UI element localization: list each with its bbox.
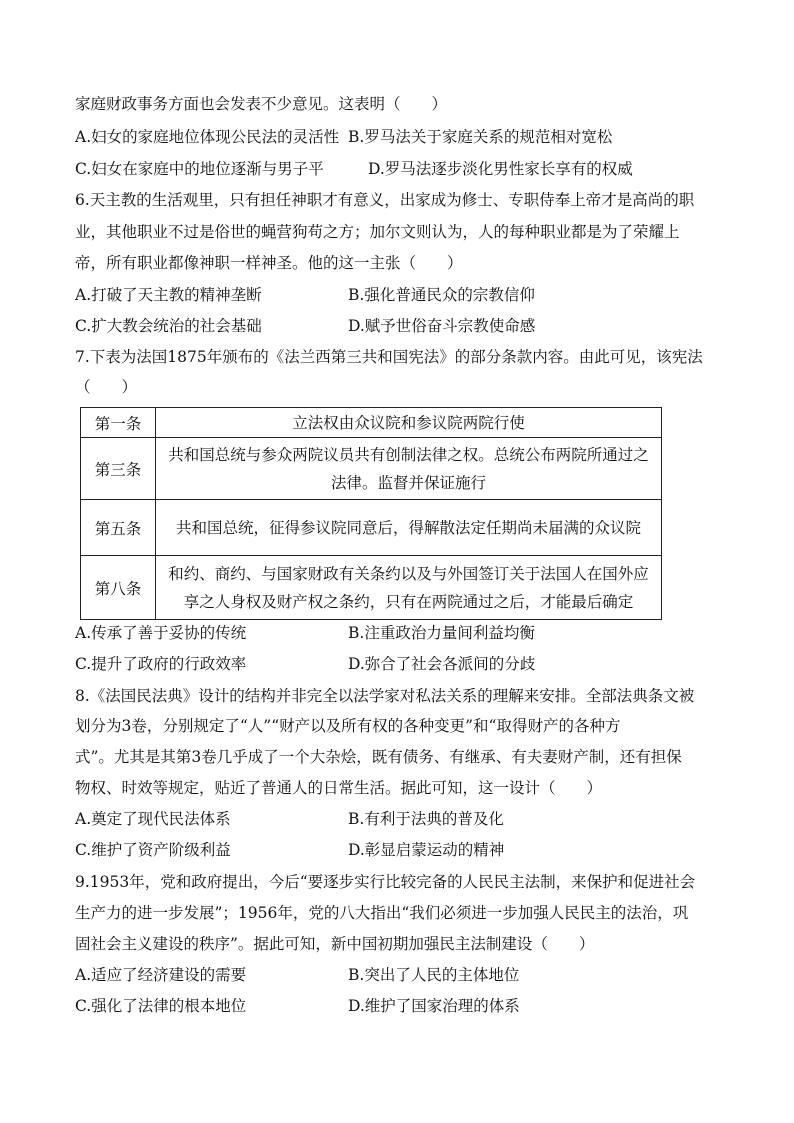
- constitution-articles-table: [80, 407, 662, 620]
- q9-option-a: A.适应了经济建设的需要: [75, 966, 247, 984]
- q6-option-b: B.强化普通民众的宗教信仰: [348, 286, 535, 304]
- question-5-stem-end: 家庭财政事务方面也会发表不少意见。这表明（ ）: [75, 95, 448, 113]
- article-text-line: 法律。监督并保证施行: [330, 473, 486, 492]
- q6-option-c: C.扩大教会统治的社会基础: [75, 317, 262, 335]
- article-text-line: 享之人身权及财产权之条约，只有在两院通过之后，才能最后确定: [183, 592, 634, 611]
- article-text-line: 立法权由众议院和参议院两院行使: [292, 413, 525, 432]
- q9-option-c: C.强化了法律的根本地位: [75, 997, 247, 1015]
- article-text-line: 和约、商约、与国家财政有关条约以及与外国签订关于法国人在国外应: [168, 564, 649, 583]
- q7-option-b: B.注重政治力量间利益均衡: [348, 624, 535, 642]
- table-row: [81, 408, 662, 438]
- article-text: [156, 438, 662, 500]
- q8-stem-line-4: 物权、时效等规定，贴近了普通人的日常生活。据此可知，这一设计（ ）: [75, 779, 603, 797]
- q8-stem-line-2: 划分为3卷，分别规定了“人”“财产以及所有权的各种变更”和“取得财产的各种方: [75, 717, 621, 735]
- q7-option-a: A.传承了善于妥协的传统: [75, 624, 247, 642]
- q7-stem-line-2: （ ）: [75, 378, 138, 396]
- q7-option-d: D.弥合了社会各派间的分歧: [348, 655, 536, 673]
- q5-option-c: C.妇女在家庭中的地位逐渐与男子平: [75, 160, 324, 178]
- article-number: 第一条: [81, 408, 156, 438]
- q6-stem-line-1: 6.天主教的生活观里，只有担任神职才有意义，出家成为修士、专职侍奉上帝才是高尚的职: [75, 191, 695, 209]
- q8-option-a: A.奠定了现代民法体系: [75, 810, 231, 828]
- q7-stem-line-1: 7.下表为法国1875年颁布的《法兰西第三共和国宪法》的部分条款内容。由此可见，该宪法: [75, 348, 703, 366]
- q8-option-b: B.有利于法典的普及化: [348, 810, 504, 828]
- article-number: 第八条: [81, 556, 156, 620]
- q5-option-a: A.妇女的家庭地位体现公民法的灵活性: [75, 128, 340, 146]
- q9-option-d: D.维护了国家治理的体系: [348, 997, 520, 1015]
- q8-stem-line-1: 8.《法国民法典》设计的结构并非完全以法学家对私法关系的理解来安排。全部法典条文被: [75, 687, 695, 705]
- article-number: 第五条: [81, 500, 156, 556]
- q6-stem-line-3: 帝，所有职业都像神职一样神圣。他的这一主张（ ）: [75, 254, 463, 272]
- q9-stem-line-1: 9.1953年，党和政府提出，今后“要逐步实行比较完备的人民民主法制，来保护和促进社会: [75, 873, 696, 891]
- table-row: [81, 438, 662, 500]
- article-text: [156, 408, 662, 438]
- q6-option-d: D.赋予世俗奋斗宗教使命感: [348, 317, 536, 335]
- q6-option-a: A.打破了天主教的精神垄断: [75, 286, 262, 304]
- q5-option-b: B.罗马法关于家庭关系的规范相对宽松: [348, 128, 613, 146]
- article-text: [156, 500, 662, 556]
- article-number: 第三条: [81, 438, 156, 500]
- q9-stem-line-2: 生产力的进一步发展”；1956年，党的八大指出“我们必须进一步加强人民民主的法治，巩: [75, 904, 689, 922]
- article-text: [156, 556, 662, 620]
- article-text-line: 共和国总统与参众两院议员共有创制法律之权。总统公布两院所通过之: [168, 445, 649, 464]
- table-row: [81, 500, 662, 556]
- table-row: [81, 556, 662, 620]
- q9-stem-line-3: 固社会主义建设的秩序”。据此可知，新中国初期加强民主法制建设（ ）: [75, 935, 595, 953]
- article-text-line: 共和国总统，征得参议院同意后，得解散法定任期尚未届满的众议院: [175, 518, 641, 537]
- q5-option-d: D.罗马法逐步淡化男性家长享有的权威: [368, 160, 633, 178]
- q8-option-d: D.彰显启蒙运动的精神: [348, 841, 505, 859]
- q9-option-b: B.突出了人民的主体地位: [348, 966, 520, 984]
- q8-option-c: C.维护了资产阶级利益: [75, 841, 231, 859]
- q8-stem-line-3: 式”。尤其是其第3卷几乎成了一个大杂烩，既有债务、有继承、有夫妻财产制，还有担保: [75, 748, 682, 766]
- q7-option-c: C.提升了政府的行政效率: [75, 655, 247, 673]
- q6-stem-line-2: 业，其他职业不过是俗世的蝇营狗苟之方；加尔文则认为，人的每种职业都是为了荣耀上: [75, 223, 680, 241]
